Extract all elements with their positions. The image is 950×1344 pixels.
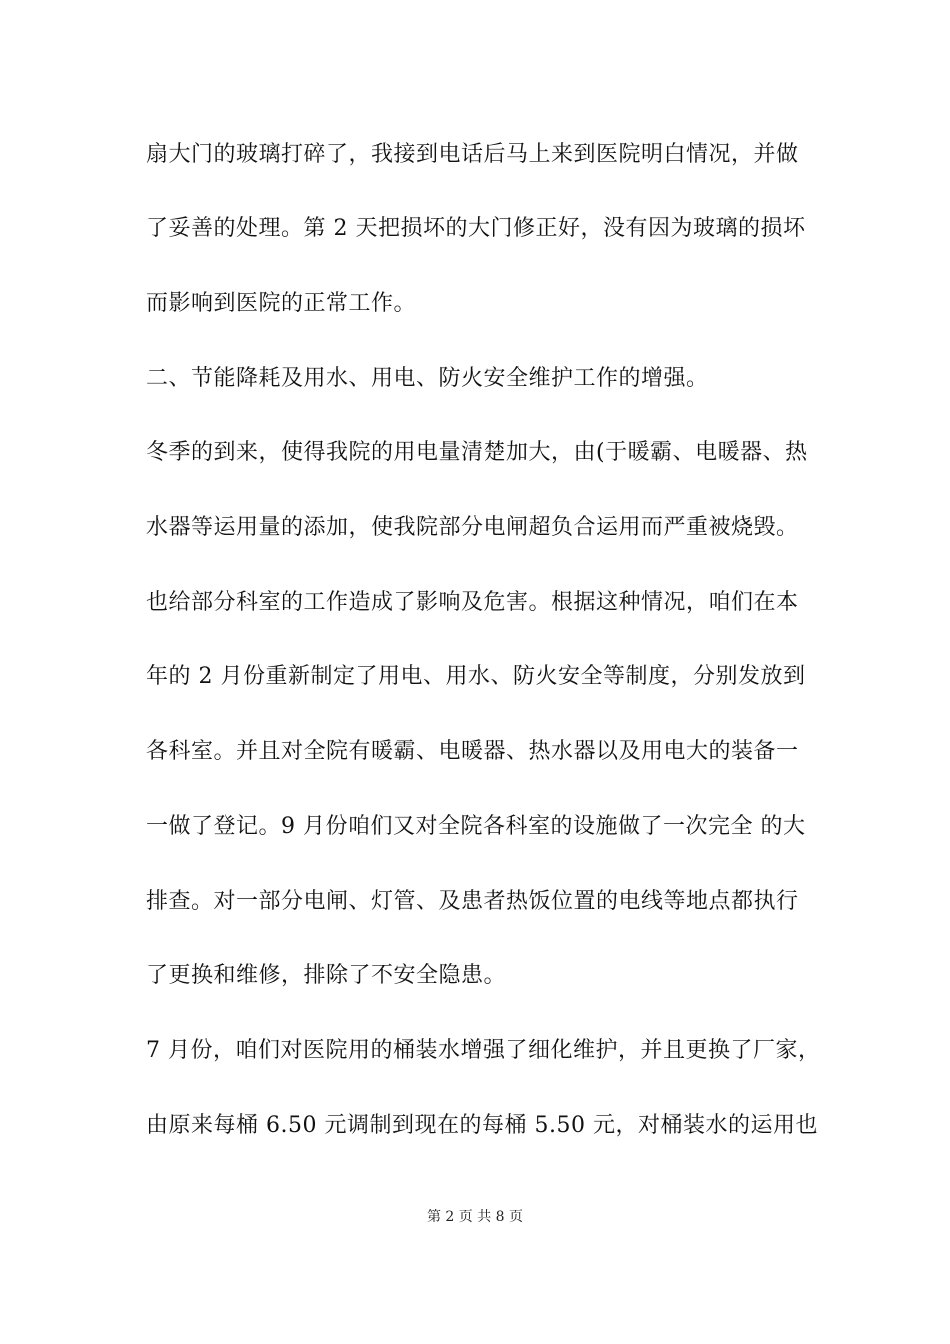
text-line: 冬季的到来，使得我院的用电量清楚加大，由(于暖霸、电暖器、热 [146,440,808,465]
text-line: 排查。对一部分电闸、灯管、及患者热饭位置的电线等地点都执行 [146,889,799,914]
text-line: 由原来每桶 6.50 元调制到现在的每桶 5.50 元，对桶装水的运用也 [146,1113,818,1138]
text-line: 水器等运用量的添加，使我院部分电闸超负合运用而严重被烧毁。 [146,515,799,540]
text-line: 而影响到医院的正常工作。 [146,291,417,316]
text-line: 各科室。并且对全院有暖霸、电暖器、热水器以及用电大的装备一 [146,739,799,764]
text-line: 了妥善的处理。第 2 天把损坏的大门修正好，没有因为玻璃的损坏 [146,216,806,241]
section-heading: 二、节能降耗及用水、用电、防火安全维护工作的增强。 [146,366,709,391]
page-number-footer: 第 2 页 共 8 页 [426,1209,524,1225]
text-line: 年的 2 月份重新制定了用电、用水、防火安全等制度，分别发放到 [146,664,806,689]
text-line: 了更换和维修，排除了不安全隐患。 [146,963,507,988]
text-line: 也给部分科室的工作造成了影响及危害。根据这种情况，咱们在本 [146,590,799,615]
text-line: 7 月份，咱们对医院用的桶装水增强了细化维护，并且更换了厂家， [146,1038,821,1063]
text-line: 一做了登记。9 月份咱们又对全院各科室的设施做了一次完全 的大 [146,814,806,839]
text-line: 扇大门的玻璃打碎了，我接到电话后马上来到医院明白情况，并做 [146,142,799,167]
